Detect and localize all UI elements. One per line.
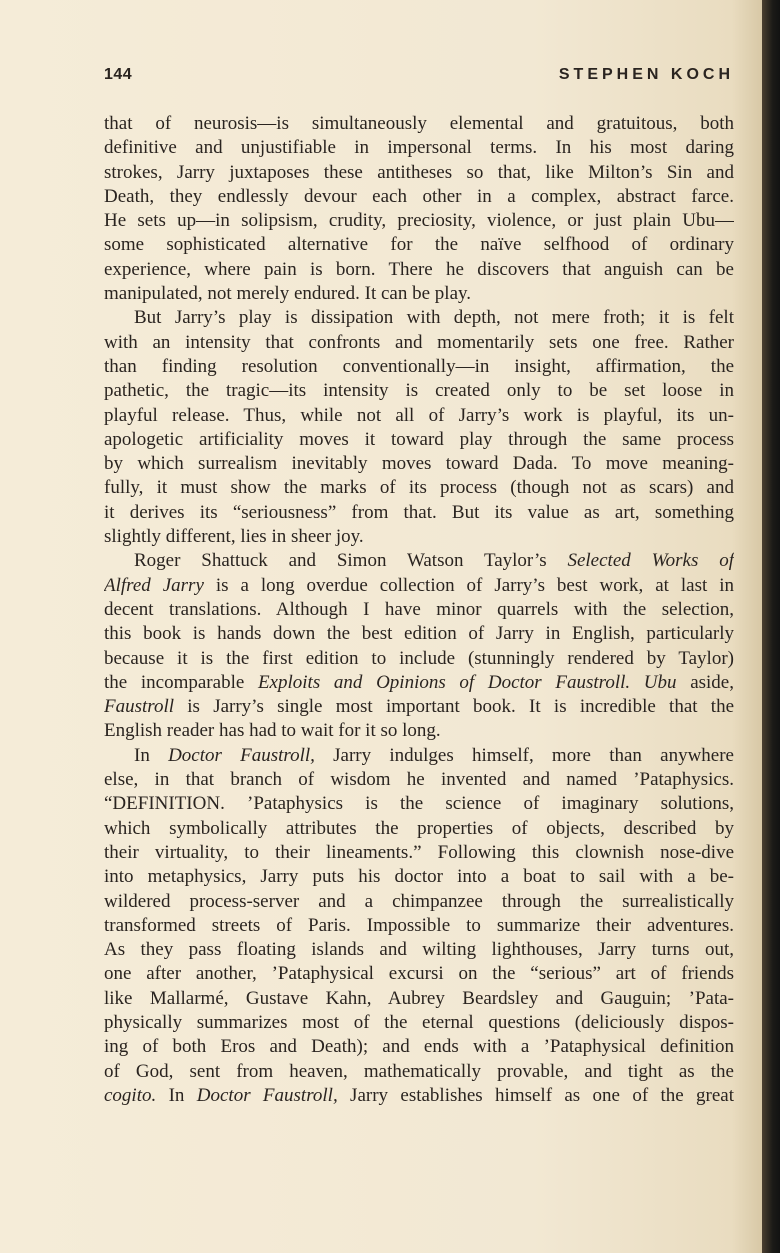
text-line [104, 501, 734, 525]
text-line [104, 355, 734, 379]
text-run: In [156, 1084, 197, 1106]
text-line [104, 112, 734, 136]
text-line [104, 671, 734, 695]
text-run: “DEFINITION. ’Pataphysics is the science of imaginary solutions, [104, 793, 734, 815]
text-run: pathetic, the tragic—its intensity is created only to be set loose in [104, 380, 734, 402]
text-line [104, 1084, 734, 1108]
text-run: playful release. Thus, while not all of Jarry’s work is playful, its un- [104, 404, 734, 426]
text-run: their virtuality, to their lineaments.” Following this clownish nose-dive [104, 841, 734, 863]
text-run: definitive and unjustifiable in impersonal terms. In his most daring [104, 137, 734, 159]
text-run: transformed streets of Paris. Impossible to summarize their adventures. [104, 914, 734, 936]
page-number: 144 [104, 66, 133, 83]
text-line [104, 185, 734, 209]
text-line [104, 136, 734, 160]
italic-title: Exploits and Opinions of Doctor Faustroll. Ubu [257, 671, 677, 693]
text-run: physically summarizes most of the eternal questions (deliciously dispos- [104, 1011, 734, 1033]
text-line [104, 258, 734, 282]
text-run: Roger Shattuck and Simon Watson Taylor’s [134, 550, 568, 572]
paragraph [104, 549, 734, 743]
text-run: Jarry indulges himself, more than anywhere [314, 744, 734, 766]
italic-title: Selected Works of [567, 550, 734, 572]
text-run: Jarry establishes himself as one of the great [337, 1084, 734, 1106]
text-run: He sets up—in solipsism, crudity, preciosity, violence, or just plain Ubu— [104, 210, 734, 232]
italic-title: Doctor Faustroll, [168, 744, 315, 766]
text-line [104, 331, 734, 355]
text-line [104, 476, 734, 500]
text-line [104, 865, 734, 889]
text-line [104, 379, 734, 403]
text-run: English reader has had to wait for it so long. [104, 720, 441, 742]
text-line [104, 306, 734, 330]
body-text [104, 112, 734, 1108]
text-line [104, 161, 734, 185]
text-line [104, 768, 734, 792]
text-run: is Jarry’s single most important book. It is incredible that the [174, 696, 734, 718]
text-line [104, 428, 734, 452]
text-run: decent translations. Although I have minor quarrels with the selection, [104, 598, 734, 620]
text-line [104, 1035, 734, 1059]
text-line [104, 1011, 734, 1035]
text-line [104, 549, 734, 573]
text-line [104, 404, 734, 428]
text-run: manipulated, not merely endured. It can be play. [104, 283, 472, 305]
text-run: experience, where pain is born. There he discovers that anguish can be [104, 258, 734, 280]
text-run: Death, they endlessly devour each other in a complex, abstract farce. [104, 185, 734, 207]
text-run: this book is hands down the best edition of Jarry in English, particularly [104, 623, 734, 645]
text-run: ing of both Eros and Death); and ends with a ’Pataphysical definition [104, 1036, 734, 1058]
text-run: In [134, 744, 169, 766]
text-line [104, 719, 734, 743]
text-run: into metaphysics, Jarry puts his doctor into a boat to sail with a be- [104, 866, 734, 888]
text-run: the incomparable [104, 671, 258, 693]
text-line [104, 647, 734, 671]
paragraph [104, 744, 734, 1108]
text-line [104, 525, 734, 549]
text-line [104, 1060, 734, 1084]
text-run: slightly different, lies in sheer joy. [104, 526, 364, 548]
text-line [104, 792, 734, 816]
text-line [104, 962, 734, 986]
italic-title: Faustroll [104, 696, 175, 718]
text-run: with an intensity that confronts and momentarily sets one free. Rather [104, 331, 734, 353]
text-line [104, 233, 734, 257]
text-line [104, 574, 734, 598]
text-line [104, 744, 734, 768]
text-run: apologetic artificiality moves it toward play through the same process [104, 428, 734, 450]
text-run: that of neurosis—is simultaneously elemental and gratuitous, both [104, 113, 734, 134]
text-line [104, 914, 734, 938]
italic-title: Alfred Jarry [104, 574, 204, 596]
text-line [104, 841, 734, 865]
paragraph [104, 306, 734, 549]
italic-title: Doctor Faustroll, [196, 1084, 338, 1106]
paragraph [104, 112, 734, 306]
text-run: like Mallarmé, Gustave Kahn, Aubrey Beardsley and Gauguin; ’Pata- [104, 987, 734, 1009]
text-run: because it is the first edition to include (stunningly rendered by Taylor) [104, 647, 734, 669]
text-run: fully, it must show the marks of its process (though not as scars) and [104, 477, 734, 499]
text-line [104, 282, 734, 306]
text-line [104, 452, 734, 476]
text-run: strokes, Jarry juxtaposes these antitheses so that, like Milton’s Sin and [104, 161, 734, 183]
text-run: some sophisticated alternative for the naïve selfhood of ordinary [104, 234, 734, 256]
text-line [104, 938, 734, 962]
text-run: than finding resolution conventionally—in insight, affirmation, the [104, 355, 734, 377]
text-run: is a long overdue collection of Jarry’s best work, at last in [203, 574, 734, 596]
text-run: As they pass floating islands and wilting lighthouses, Jarry turns out, [104, 939, 734, 961]
text-run: else, in that branch of wisdom he invented and named ’Pataphysics. [104, 769, 734, 791]
italic-title: cogito. [104, 1084, 157, 1106]
text-run: aside, [676, 671, 734, 693]
text-run: wildered process-server and a chimpanzee through the surrealistically [104, 890, 734, 912]
running-head [104, 66, 734, 90]
text-run: by which surrealism inevitably moves toward Dada. To move meaning- [104, 453, 734, 475]
text-line [104, 817, 734, 841]
text-run: which symbolically attributes the properties of objects, described by [104, 817, 734, 839]
text-run: of God, sent from heaven, mathematically provable, and tight as the [104, 1060, 734, 1082]
text-line [104, 987, 734, 1011]
text-line [104, 598, 734, 622]
text-line [104, 209, 734, 233]
text-run: But Jarry’s play is dissipation with depth, not mere froth; it is felt [134, 307, 734, 329]
page-edge-shadow [762, 0, 780, 1253]
text-line [104, 695, 734, 719]
text-line [104, 890, 734, 914]
text-line [104, 622, 734, 646]
text-run: it derives its “seriousness” from that. But its value as art, something [104, 501, 734, 523]
text-run: one after another, ’Pataphysical excursi on the “serious” art of friends [104, 963, 734, 985]
running-head-author: STEPHEN KOCH [558, 66, 734, 83]
